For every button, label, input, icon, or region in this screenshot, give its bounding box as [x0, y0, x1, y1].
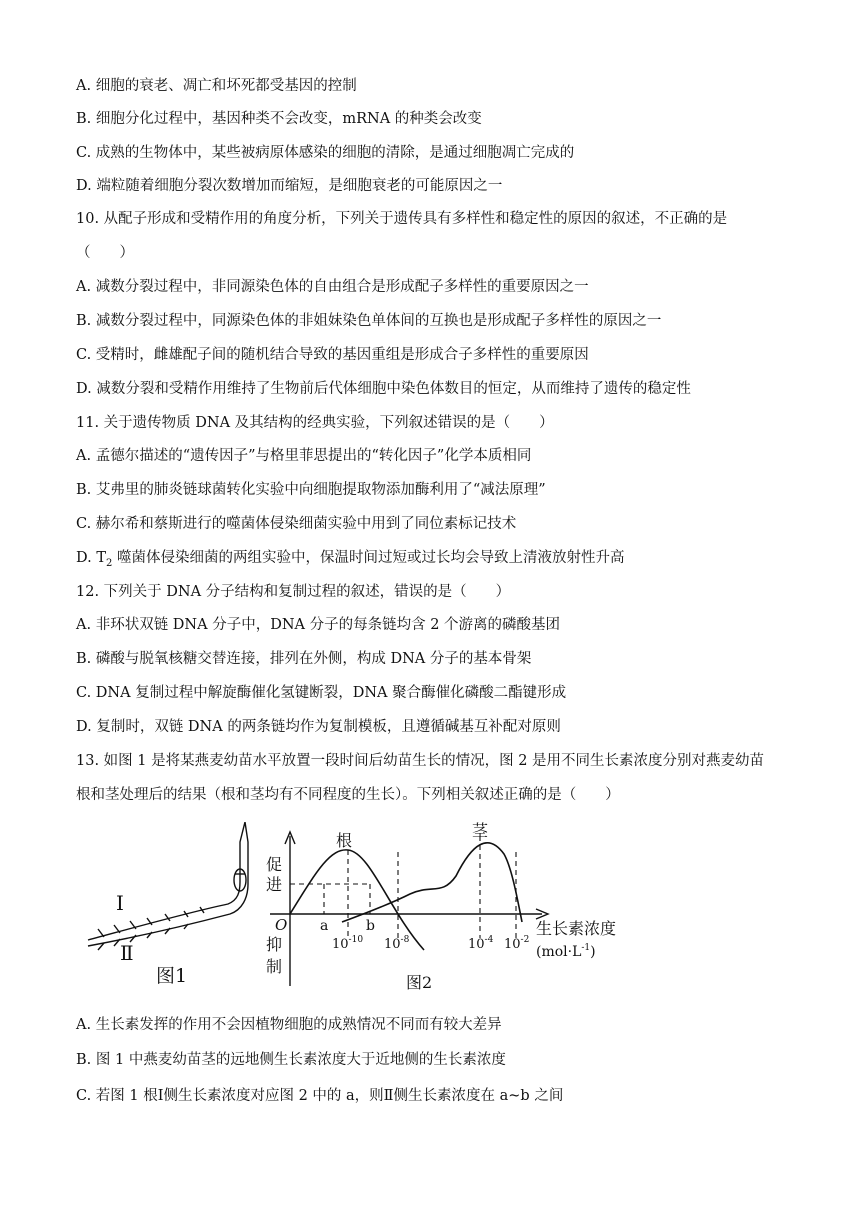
fig1-label: 图1 [156, 965, 188, 987]
tick-b: b [366, 918, 375, 934]
option-13b: B. 图 1 中燕麦幼苗茎的远地侧生长素浓度大于近地侧的生长素浓度 [76, 1052, 506, 1068]
tick-1e-8: $10^{-8}$ [384, 935, 410, 952]
figure-13 [80, 822, 640, 998]
option-9a: A. 细胞的衰老、凋亡和坏死都受基因的控制 [76, 78, 357, 94]
question-13-stem-2: 根和茎处理后的结果（根和茎均有不同程度的生长）。下列相关叙述正确的是（ ） [76, 787, 620, 803]
option-9c: C. 成熟的生物体中，某些被病原体感染的细胞的清除，是通过细胞凋亡完成的 [76, 145, 575, 161]
tick-1e-2: $10^{-2}$ [504, 935, 530, 952]
option-10a: A. 减数分裂过程中，非同源染色体的自由组合是形成配子多样性的重要原因之一 [76, 279, 589, 295]
figure-13-svg [80, 822, 640, 998]
question-12-stem: 12. 下列关于 DNA 分子结构和复制过程的叙述，错误的是（ ） [76, 584, 511, 600]
question-10-bracket: （ ） [76, 245, 134, 261]
option-12b: B. 磷酸与脱氧核糖交替连接，排列在外侧，构成 DNA 分子的基本骨架 [76, 651, 532, 667]
y-label-inhibit-1: 抑 [266, 935, 283, 954]
y-label-promote-2: 进 [266, 875, 283, 894]
x-axis-unit: $(mol\cdot L^{-1})$ [536, 943, 596, 960]
stem-label: 茎 [472, 822, 489, 840]
option-12d: D. 复制时，双链 DNA 的两条链均作为复制模板，且遵循碱基互补配对原则 [76, 719, 561, 735]
figure-1-seedling [88, 822, 248, 950]
option-11c: C. 赫尔希和蔡斯进行的噬菌体侵染细菌实验中用到了同位素标记技术 [76, 516, 517, 532]
option-11b: B. 艾弗里的肺炎链球菌转化实验中向细胞提取物添加酶利用了“减法原理” [76, 482, 546, 498]
x-axis-label: 生长素浓度 [536, 919, 617, 938]
y-label-promote-1: 促 [266, 855, 283, 874]
fig2-label: 图2 [406, 973, 433, 992]
option-11a: A. 孟德尔描述的“遗传因子”与格里菲思提出的“转化因子”化学本质相同 [76, 448, 532, 464]
option-10c: C. 受精时，雌雄配子间的随机结合导致的基因重组是形成合子多样性的重要原因 [76, 347, 589, 363]
option-9b: B. 细胞分化过程中，基因种类不会改变，mRNA 的种类会改变 [76, 111, 482, 127]
option-10d: D. 减数分裂和受精作用维持了生物前后代体细胞中染色体数目的恒定，从而维持了遗传的稳定性 [76, 381, 691, 397]
y-label-inhibit-2: 制 [266, 957, 283, 976]
option-11d: D. $T_2$ 噬菌体侵染细菌的两组实验中，保温时间过短或过长均会导致上清液放射性升高 [76, 550, 625, 569]
tick-1e-10: $10^{-10}$ [332, 935, 364, 952]
option-9d: D. 端粒随着细胞分裂次数增加而缩短，是细胞衰老的可能原因之一 [76, 178, 503, 194]
option-13a: A. 生长素发挥的作用不会因植物细胞的成熟情况不同而有较大差异 [76, 1017, 502, 1033]
root-label: 根 [336, 831, 353, 850]
fig1-side-top: Ⅰ [116, 891, 124, 915]
option-12c: C. DNA 复制过程中解旋酶催化氢键断裂，DNA 聚合酶催化磷酸二酯键形成 [76, 685, 567, 701]
fig1-side-bottom: Ⅱ [120, 941, 134, 965]
figure-2-axes [270, 832, 548, 986]
stem-curve [342, 843, 522, 922]
option-12a: A. 非环状双链 DNA 分子中，DNA 分子的每条链均含 2 个游离的磷酸基团 [76, 617, 561, 633]
option-10b: B. 减数分裂过程中，同源染色体的非姐妹染色单体间的互换也是形成配子多样性的原因之一 [76, 313, 662, 329]
question-10-stem: 10. 从配子形成和受精作用的角度分析，下列关于遗传具有多样性和稳定性的原因的叙述，不正确的是 [76, 211, 728, 227]
tick-a: a [320, 918, 329, 934]
tick-1e-4: $10^{-4}$ [468, 935, 494, 952]
question-13-stem-1: 13. 如图 1 是将某燕麦幼苗水平放置一段时间后幼苗生长的情况，图 2 是用不同生长素浓度分别对燕麦幼苗 [76, 753, 765, 769]
option-13c: C. 若图 1 根Ⅰ侧生长素浓度对应图 2 中的 a，则Ⅱ侧生长素浓度在 a~b 之间 [76, 1088, 564, 1104]
origin-label: O [275, 916, 288, 934]
question-11-stem: 11. 关于遗传物质 DNA 及其结构的经典实验，下列叙述错误的是（ ） [76, 415, 554, 431]
